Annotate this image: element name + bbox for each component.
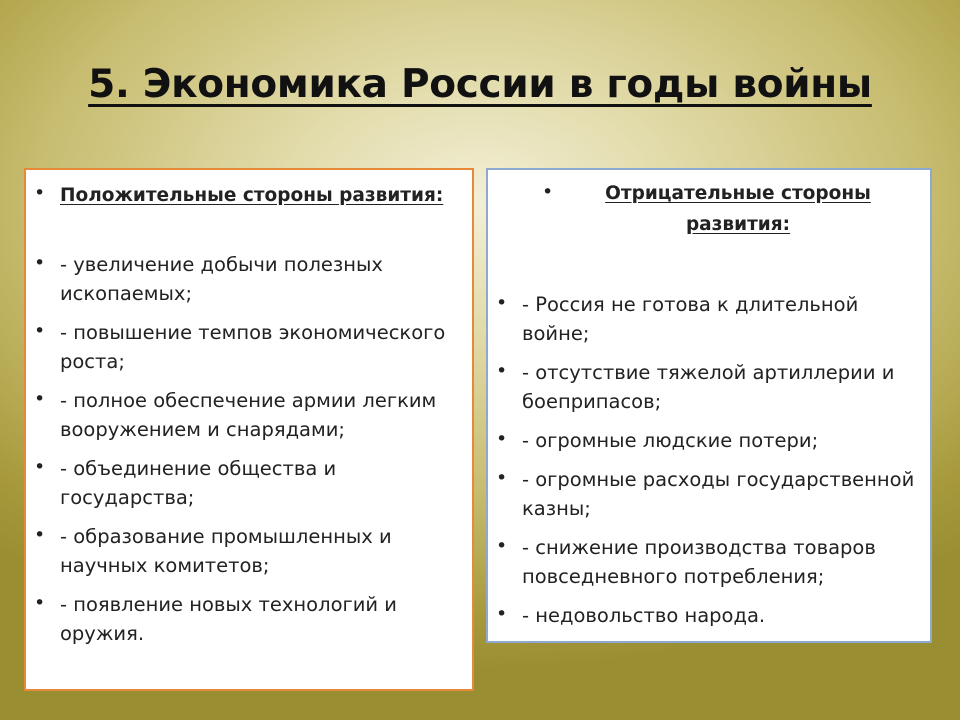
list-item <box>496 426 920 455</box>
list-item <box>496 358 920 416</box>
bullet-icon: • <box>34 388 46 410</box>
negative-heading-row <box>496 178 920 240</box>
bullet-icon: • <box>496 292 508 314</box>
list-item <box>34 386 462 444</box>
list-item <box>496 533 920 591</box>
bullet-icon: • <box>496 603 508 625</box>
list-item-text: - огромные людские потери; <box>522 429 819 452</box>
list-item <box>496 465 920 523</box>
bullet-icon: • <box>496 428 508 450</box>
bullet-icon: • <box>496 360 508 382</box>
positive-heading-row <box>34 180 462 210</box>
bullet-icon: • <box>34 182 46 204</box>
bullet-icon: • <box>34 320 46 342</box>
list-item-text: - снижение производства товаров повседневного потребления; <box>522 536 876 588</box>
negative-heading: Отрицательные стороны развития: <box>605 183 871 235</box>
list-item <box>34 250 462 308</box>
bullet-icon: • <box>496 535 508 557</box>
bullet-icon: • <box>496 467 508 489</box>
bullet-icon: • <box>34 592 46 614</box>
list-item-text: - Россия не готова к длительной войне; <box>522 293 859 345</box>
list-item <box>496 290 920 348</box>
list-item <box>34 318 462 376</box>
list-item-text: - образование промышленных и научных комитетов; <box>60 525 392 577</box>
list-item <box>34 590 462 648</box>
list-item <box>496 601 920 630</box>
list-item <box>34 454 462 512</box>
bullet-icon: • <box>34 456 46 478</box>
list-item-text: - полное обеспечение армии легким вооружением и снарядами; <box>60 389 437 441</box>
list-item-text: - объединение общества и государства; <box>60 457 337 509</box>
list-item <box>34 522 462 580</box>
positive-heading: Положительные стороны развития: <box>60 185 444 206</box>
list-item-text: - огромные расходы государственной казны; <box>522 468 915 520</box>
list-item-text: - недовольство народа. <box>522 604 766 627</box>
slide-title: 5. Экономика России в годы войны <box>88 62 872 107</box>
list-item-text: - отсутствие тяжелой артиллерии и боеприпасов; <box>522 361 895 413</box>
list-item-text: - повышение темпов экономического роста; <box>60 321 446 373</box>
negative-aspects-panel <box>486 168 932 643</box>
bullet-icon: • <box>34 252 46 274</box>
list-item-text: - увеличение добычи полезных ископаемых; <box>60 253 383 305</box>
bullet-icon: • <box>34 524 46 546</box>
bullet-icon: • <box>542 181 554 203</box>
positive-aspects-panel <box>24 168 474 691</box>
list-item-text: - появление новых технологий и оружия. <box>60 593 397 645</box>
